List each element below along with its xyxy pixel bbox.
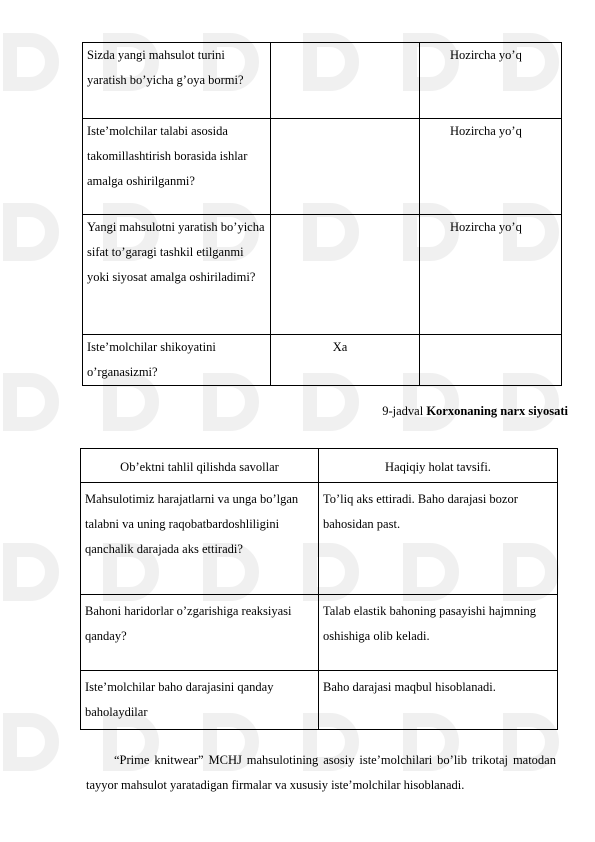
table-row (83, 43, 562, 119)
answer-no-cell: Hozircha yo’q (450, 124, 522, 138)
column-header-questions: Ob’ektni tahlil qilishda savollar (120, 460, 279, 474)
table-row (81, 483, 558, 595)
answer-no-cell: Hozircha yo’q (450, 48, 522, 62)
question-cell: Iste’molchilar shikoyatini o’rganasizmi? (87, 340, 216, 379)
question-cell: Iste’molchilar talabi asosida takomillashtirish borasida ishlar amalga oshirilganmi? (87, 124, 248, 188)
caption-title: Korxonaning narx siyosati (426, 404, 568, 418)
question-cell: Mahsulotimiz harajatlarni va unga bo’lgan talabni va uning raqobatbardoshliligini qanchalik darajada aks ettiradi? (85, 492, 299, 556)
table-row (81, 595, 558, 671)
answer-yes-cell: Xa (332, 340, 348, 354)
question-cell: Iste’molchilar baho darajasini qanday baholaydilar (85, 680, 274, 719)
table-row (83, 215, 562, 335)
column-header-description: Haqiqiy holat tavsifi. (385, 460, 491, 474)
description-cell: To’liq aks ettiradi. Baho darajasi bozor bahosidan past. (323, 492, 518, 531)
table-caption (382, 404, 568, 419)
survey-table (82, 42, 562, 386)
body-paragraph: “Prime knitwear” MCHJ mahsulotining asosiy iste’molchilari bo’lib trikotaj matodan tayyor mahsulot yaratadigan firmalar va xususiy iste’molchilar hisoblanadi. (86, 753, 556, 792)
table-row (81, 671, 558, 730)
question-cell: Bahoni haridorlar o’zgarishiga reaksiyasi qanday? (85, 604, 292, 643)
table-header-row (81, 449, 558, 483)
table-row (83, 335, 562, 386)
table-row (83, 119, 562, 215)
description-cell: Baho darajasi maqbul hisoblanadi. (323, 680, 496, 694)
answer-no-cell: Hozircha yo’q (450, 220, 522, 234)
description-cell: Talab elastik bahoning pasayishi hajmning oshishiga olib keladi. (323, 604, 536, 643)
question-cell: Yangi mahsulotni yaratish bo’yicha sifat to’garagi tashkil etilganmi yoki siyosat amalga oshiriladimi? (87, 220, 265, 284)
question-cell: Sizda yangi mahsulot turini yaratish bo’yicha g’oya bormi? (87, 48, 244, 87)
price-policy-table (80, 448, 558, 730)
caption-number: 9-jadval (382, 404, 424, 418)
